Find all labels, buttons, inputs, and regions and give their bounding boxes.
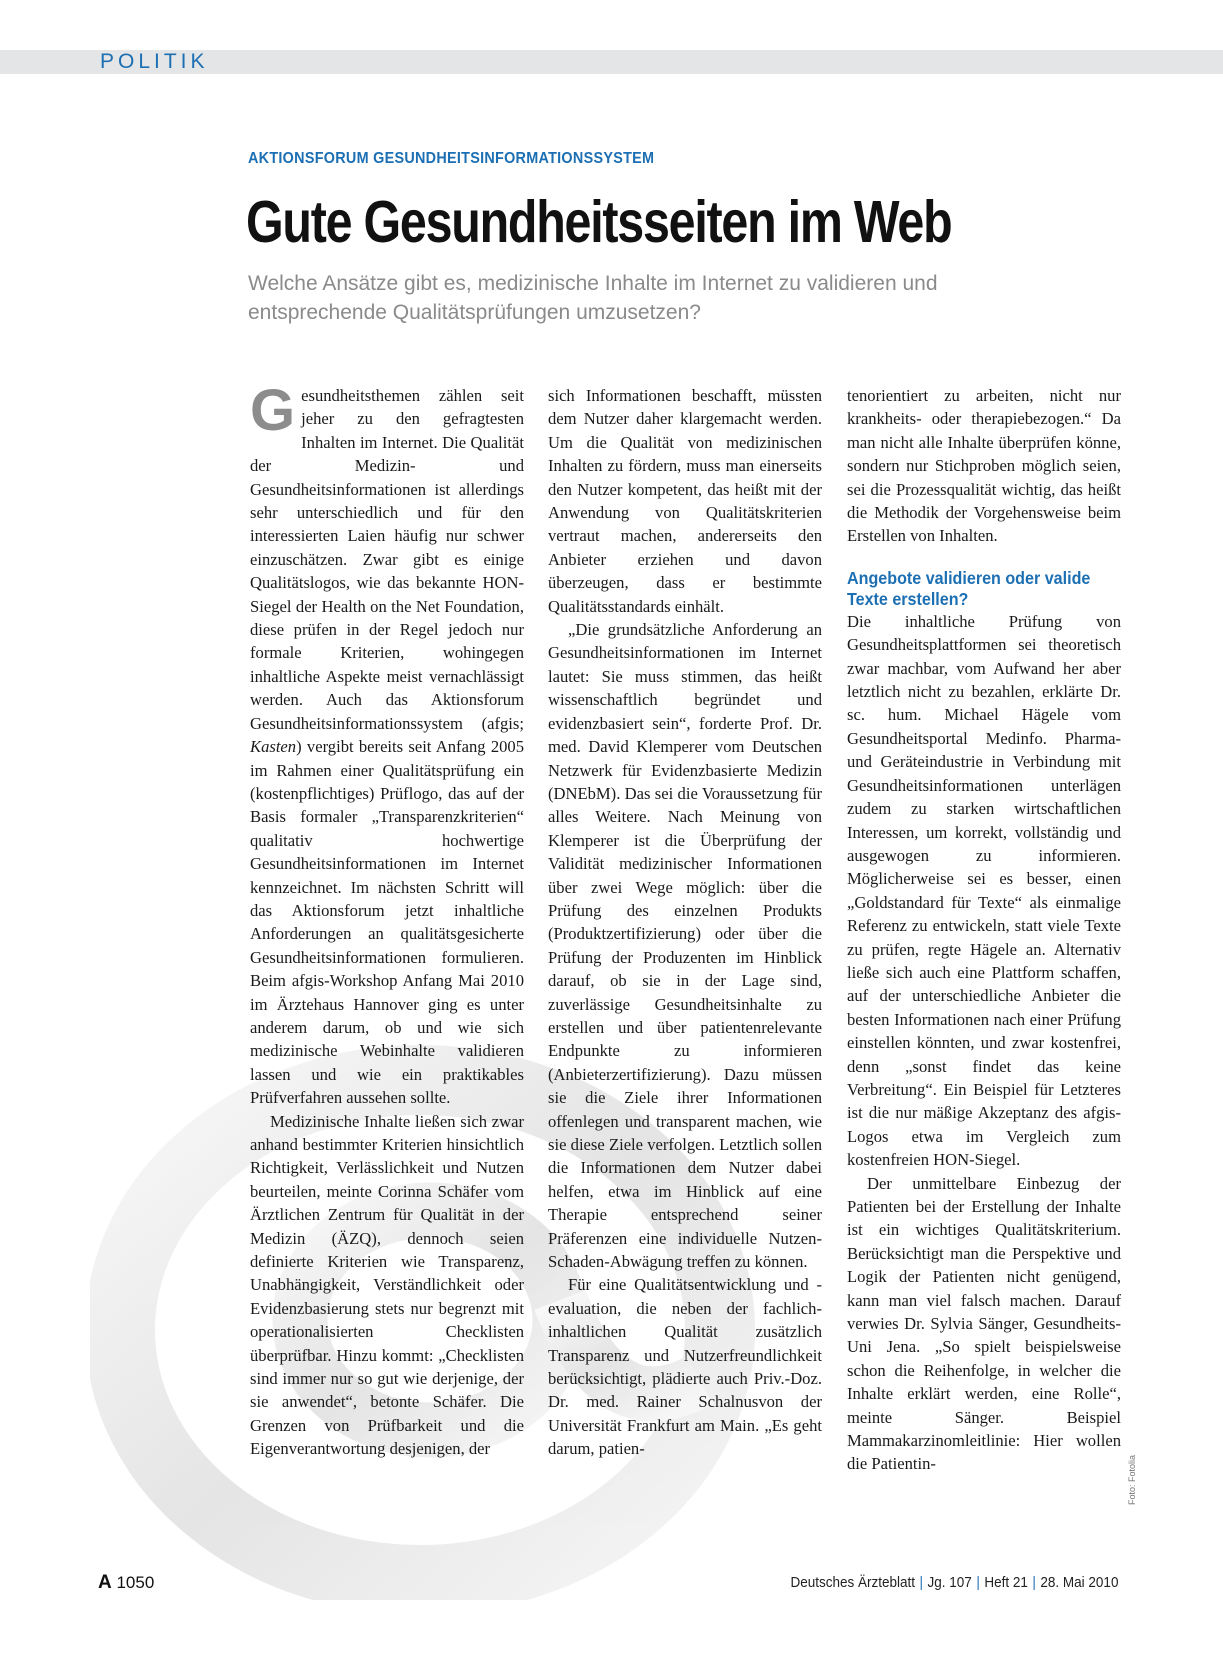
drop-cap: G — [250, 378, 296, 443]
photo-credit: Foto: Fotolia — [1127, 1454, 1137, 1505]
paragraph: Die inhaltliche Prüfung von Gesundheitsplattformen sei theoretisch zwar machbar, vom Aufwand her aber letztlich nicht zu bezahlen, erklärte Dr. sc. hum. Michael Hägele vom Gesundheitsportal Medinfo. Pharma- und Geräteindustrie in Verbindung mit Gesundheitsinformationen unterlägen zudem zu starken wirtschaftlichen Interessen, um korrekt, vollständig und ausgewogen zu informieren. Möglicherweise sei es besser, einen „Goldstandard für Texte“ als einmalige Referenz zu entwickeln, statt viele Texte zu prüfen, regte Hägele an. Alternativ ließe sich auch eine Plattform schaffen, auf der unterschiedliche Anbieter die besten Informationen nach einer Prüfung einstellen könnten, und zwar kostenfrei, denn „sonst findet das keine Verbreitung“. Ein Beispiel für Letzteres ist die nur mäßige Akzeptanz des afgis-Logos etwa im Vergleich zum kostenfreien HON-Siegel. — [847, 611, 1121, 1170]
paragraph-text: ) vergibt bereits seit Anfang 2005 im Rahmen einer Qualitätsprüfung ein (kostenpflichtiges) Prüflogo, das auf der Basis formaler „Transparenzkriterien“ qualitativ hochwertige Gesundheitsinformationen im Internet kennzeichnet. Im nächsten Schritt will das Aktionsforum jetzt inhaltliche Anforderungen an qualitätsgesicherte Gesundheitsinformationen formulieren. Beim afgis-Workshop Anfang Mai 2010 im Ärztehaus Hannover ging es unter anderem darum, ob und wie sich medizinische Webinhalte validieren lassen und wie ein praktikables Prüfverfahren aussehen sollte. — [250, 737, 524, 1108]
journal-date: 28. Mai 2010 — [1039, 1574, 1118, 1591]
footer-separator: | — [1031, 1574, 1036, 1591]
page-number — [98, 1572, 154, 1594]
article-column-1 — [250, 378, 524, 1461]
paragraph: tenorientiert zu arbeiten, nicht nur krankheits- oder therapiebezogen.“ Da man nicht alle Inhalte überprüfen könne, sondern nur Stichproben möglich seien, sei die Prozessqualität wichtig, das heißt die Methodik der Vorgehensweise beim Erstellen von Inhalten. — [847, 386, 1121, 546]
article-subtitle: Welche Ansätze gibt es, medizinische Inhalte im Internet zu validieren und entsprechende Qualitätsprüfungen umzusetzen? — [248, 272, 938, 324]
paragraph — [250, 378, 524, 1110]
section-label: POLITIK — [100, 50, 209, 73]
paragraph: sich Informationen beschafft, müssten dem Nutzer daher klargemacht werden. Um die Qualität von medizinischen Inhalten zu fördern, muss man einerseits den Nutzer kompetent, das heißt mit der Anwendung von Qualitätskriterien vertraut machen, andererseits den Anbieter erziehen und davon überzeugen, dass er bestimmte Qualitätsstandards einhält. — [548, 386, 822, 616]
paragraph: Der unmittelbare Einbezug der Patienten bei der Erstellung der Inhalte ist ein wichtiges Qualitätskriterium. Berücksichtigt man die Perspektive und Logik der Patienten nicht genügend, kann man viel falsch machen. Darauf verwies Dr. Sylvia Sänger, Gesundheits-Uni Jena. „So spielt beispielsweise schon die Reihenfolge, in welcher die Inhalte erklärt werden, eine Rolle“, meinte Sänger. Beispiel Mammakarzinomleitlinie: Hier wollen die Patientin- — [847, 1173, 1121, 1474]
paragraph-text: esundheitsthemen zählen seit jeher zu den gefragtesten Inhalten im Internet. Die Qualität der Medizin- und Gesundheitsinformationen ist allerdings sehr unterschiedlich und für den interessierten Laien häufig nur schwer einzuschätzen. Zwar gibt es einige Qualitätslogos, wie das bekannte HON-Siegel der Health on the Net Foundation, diese prüfen in der Regel jedoch nur formale Kriterien, wohingegen inhaltliche Aspekte meist vernachlässigt werden. Auch das Aktionsforum Gesundheitsinformationssystem (afgis; — [250, 386, 524, 733]
article-column-2 — [548, 384, 822, 1461]
journal-issue: Heft 21 — [983, 1574, 1028, 1591]
footer-separator: | — [975, 1574, 980, 1591]
footer-separator: | — [919, 1574, 923, 1591]
paragraph: Für eine Qualitätsentwicklung und -evaluation, die neben der fachlich-inhaltlichen Qualität zusätzlich Transparenz und Nutzerfreundlichkeit berücksichtigt, plädierte auch Priv.-Doz. Dr. med. Rainer Schalnusvon der Universität Frankfurt am Main. „Es geht darum, patien- — [548, 1275, 822, 1459]
kasten-reference: Kasten — [250, 737, 297, 757]
journal-footer — [790, 1574, 1118, 1591]
article-title: Gute Gesundheitsseiten im Web — [246, 189, 952, 255]
page-letter: A — [98, 1572, 112, 1593]
paragraph: Medizinische Inhalte ließen sich zwar anhand bestimmter Kriterien hinsichtlich Richtigkeit, Verlässlichkeit und Nutzen beurteilen, meinte Corinna Schäfer vom Ärztlichen Zentrum für Qualität in der Medizin (ÄZQ), dennoch seien definierte Kriterien wie Transparenz, Unabhängigkeit, Verständlichkeit oder Evidenzbasierung stets nur begrenzt mit operationalisierten Checklisten überprüfbar. Hinzu kommt: „Checklisten sind immer nur so gut wie derjenige, der sie anwendet“, betonte Schäfer. Die Grenzen von Prüfbarkeit und die Eigenverantwortung desjenigen, der — [250, 1111, 524, 1459]
paragraph: „Die grundsätzliche Anforderung an Gesundheitsinformationen im Internet lautet: Sie muss stimmen, das heißt wissenschaftlich begründet und evidenzbasiert sein“, forderte Prof. Dr. med. David Klemperer vom Deutschen Netzwerk für Evidenzbasierte Medizin (DNEbM). Das sei die Voraussetzung für alles Weitere. Nach Meinung von Klemperer ist die Überprüfung der Validität medizinischer Informationen über zwei Wege möglich: über die Prüfung des einzelnen Produkts (Produktzertifizierung) oder über die Prüfung der Produzenten im Hinblick darauf, ob sie in der Lage sind, zuverlässige Gesundheitsinhalte zu erstellen und über patientenrelevante Endpunkte zu informieren (Anbieterzertifizierung). Dazu müssen sie die Ziele ihrer Informationen offenlegen und transparent machen, wie sie diese Ziele verfolgen. Letztlich sollen die Informationen dem Nutzer dabei helfen, etwa im Hinblick auf eine Therapie entsprechend seiner Präferenzen eine individuelle Nutzen-Schaden-Abwägung treffen zu können. — [548, 620, 822, 1272]
article-kicker: AKTIONSFORUM GESUNDHEITSINFORMATIONSSYSTEM — [248, 150, 655, 167]
journal-name: Deutsches Ärzteblatt — [789, 1574, 915, 1591]
journal-volume: Jg. 107 — [927, 1574, 972, 1591]
subheading: Angebote validieren oder valide Texte erstellen? — [847, 567, 1091, 609]
article-column-3 — [847, 384, 1121, 1476]
page-number-value: 1050 — [116, 1573, 155, 1592]
